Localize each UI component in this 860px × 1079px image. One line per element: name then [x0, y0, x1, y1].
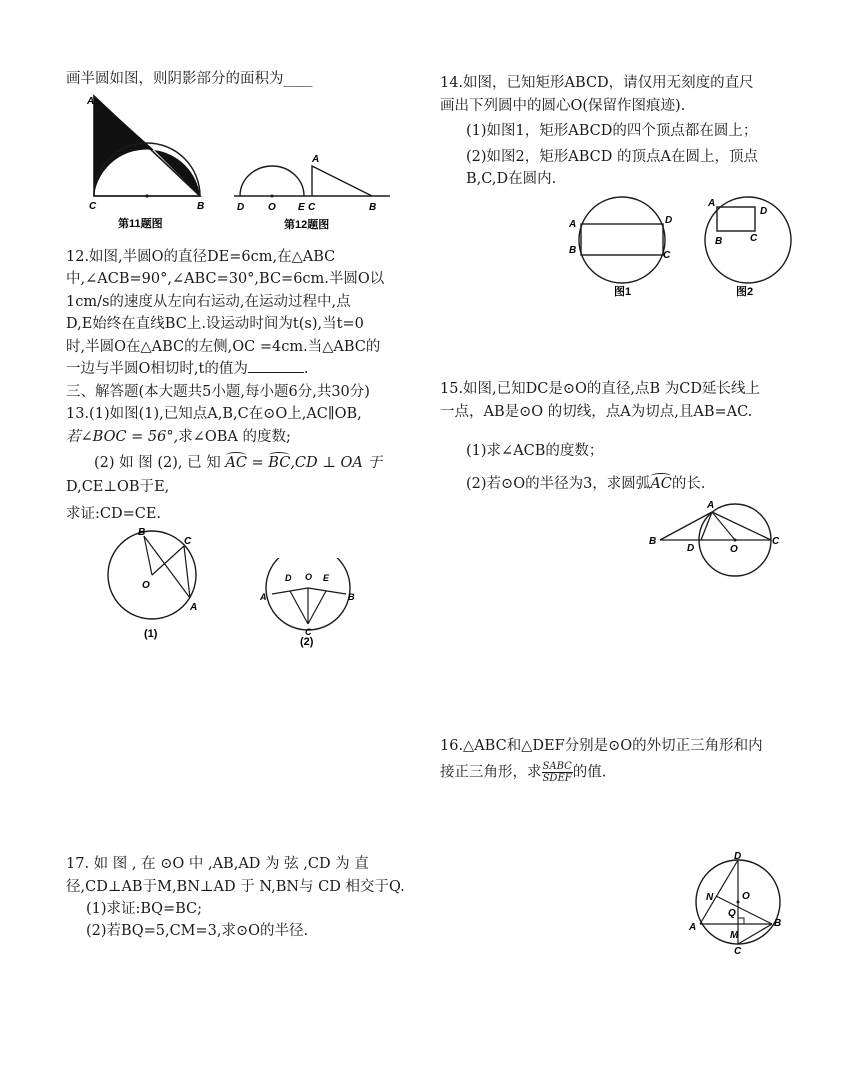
q12-line-6: 一边与半圆O相切时,t的值为 . [66, 361, 309, 377]
fig14b-label-d: D [760, 206, 768, 217]
fig11-caption: 第11题图 [118, 218, 163, 230]
fig15-label-b: B [649, 536, 657, 547]
q13-line-2: 若∠BOC = 56°,求∠OBA 的度数; [66, 429, 291, 445]
fig13a-label-b: B [138, 528, 146, 538]
q14-part-2a: (2)如图2，矩形ABCD 的顶点A在圆上，顶点 [466, 149, 758, 165]
fig13b-caption: (2) [300, 636, 314, 648]
q13-line-1: 13.(1)如图(1),已知点A,B,C在⊙O上,AC∥OB, [66, 406, 362, 422]
fig12-caption: 第12题图 [284, 219, 330, 231]
figure-11 [84, 92, 214, 232]
q12-line-1: 12.如图,半圆O的直径DE=6cm,在△ABC [66, 249, 336, 265]
q14-line-1: 14.如图，已知矩形ABCD，请仅用无刻度的直尺 [440, 75, 754, 91]
fig11-label-b: B [197, 201, 205, 212]
fig15-label-a: A [707, 500, 715, 511]
figure-12 [232, 148, 392, 234]
figure-14-1 [564, 194, 684, 298]
fig17-label-q: Q [728, 908, 736, 919]
fig17-label-d: D [734, 851, 742, 862]
fig14b-label-a: A [708, 198, 716, 209]
fig14a-label-c: C [663, 250, 671, 261]
q14-part-1: (1)如图1，矩形ABCD的四个顶点都在圆上； [466, 123, 758, 139]
q17-part-2: (2)若BQ=5,CM=3,求⊙O的半径. [86, 923, 309, 939]
fig13a-label-o: O [142, 580, 150, 591]
fig17-label-a: A [689, 922, 697, 933]
q11-text: 画半圆如图，则阴影部分的面积为____ [66, 71, 313, 87]
fig12-label-b: B [369, 202, 377, 213]
fig17-label-m: M [730, 930, 739, 941]
fig13b-label-b: B [348, 592, 355, 602]
fig11-label-c: C [89, 201, 97, 212]
fig14a-label-a: A [569, 219, 577, 230]
fig17-label-c: C [734, 946, 742, 954]
figure-17 [686, 848, 786, 954]
q12-line-2: 中,∠ACB=90°,∠ABC=30°,BC=6cm.半圆O以 [66, 271, 385, 287]
fig13b-label-o: O [305, 572, 313, 582]
q15-part-2: (2)若⊙O的半径为3，求圆弧AC的长. [466, 473, 706, 496]
fig13b-label-d: D [285, 573, 292, 583]
fig14b-label-c: C [750, 233, 758, 244]
fig17-label-o: O [742, 891, 750, 902]
q13-line-4: D,CE⊥OB于E, [66, 479, 170, 495]
fig13b-label-e: E [323, 573, 330, 583]
figure-13-1 [100, 528, 210, 640]
fig12-label-c: C [308, 202, 316, 213]
section-3-heading: 三、解答题(本大题共5小题,每小题6分,共30分) [66, 384, 370, 400]
figure-15 [646, 494, 786, 578]
fig14a-caption: 图1 [614, 286, 632, 298]
q12-line-4: D,E始终在直线BC上.设运动时间为t(s),当t=0 [66, 316, 364, 332]
fig11-label-a: A [87, 96, 95, 107]
q12-line-5: 时,半圆O在△ABC的左侧,OC =4cm.当△ABC的 [66, 339, 381, 355]
fig14b-caption: 图2 [736, 286, 754, 298]
q15-part-1: (1)求∠ACB的度数； [466, 443, 604, 459]
fig15-label-c: C [772, 536, 780, 547]
q13-line-3: (2) 如 图 (2), 已 知 AC = BC,CD ⊥ OA 于 [94, 452, 382, 475]
fig14a-label-b: B [569, 245, 577, 256]
fig13b-label-c: C [305, 627, 312, 637]
fig13a-caption: (1) [144, 628, 158, 640]
fig14b-label-b: B [715, 236, 723, 247]
fig12-label-o: O [268, 202, 276, 213]
fig12-label-a: A [312, 154, 320, 165]
fig17-label-n: N [706, 892, 714, 903]
arc-ac: AC [650, 473, 672, 496]
arc-bc: BC [268, 452, 290, 475]
q12-line-3: 1cm/s的速度从左向右运动,在运动过程中,点 [66, 294, 351, 310]
q16-line-2: 接正三角形，求 $\frac{\text{SABC}}{\text{SDEF}}$ 的值. [440, 761, 607, 784]
fig13a-label-c: C [184, 536, 192, 547]
fig13b-label-a: A [260, 592, 267, 602]
fig14a-label-d: D [665, 215, 673, 226]
q14-line-2: 画出下列圆中的圆心O(保留作图痕迹). [440, 98, 686, 114]
fig12-label-d: D [237, 202, 245, 213]
fig15-label-o: O [730, 544, 738, 555]
fig15-label-d: D [687, 543, 695, 554]
arc-ac: AC [225, 452, 247, 475]
q17-part-1: (1)求证:BQ=BC; [86, 901, 203, 917]
fig12-label-e: E [298, 202, 305, 213]
q15-line-1: 15.如图,已知DC是⊙O的直径,点B 为CD延长线上 [440, 381, 761, 397]
figure-14-2 [698, 194, 798, 298]
q17-line-1: 17. 如 图 , 在 ⊙O 中 ,AB,AD 为 弦 ,CD 为 直 [66, 856, 369, 872]
fig13a-label-a: A [190, 602, 198, 613]
q17-line-2: 径,CD⊥AB于M,BN⊥AD 于 N,BN与 CD 相交于Q. [66, 879, 405, 895]
fig17-label-b: B [774, 918, 782, 929]
q14-part-2b: B,C,D在圆内. [466, 171, 557, 187]
q13-line-5: 求证:CD=CE. [66, 506, 162, 522]
q15-line-2: 一点，AB是⊙O 的切线，点A为切点,且AB=AC. [440, 404, 753, 420]
area-ratio-fraction: $\frac{\text{SABC}}{\text{SDEF}}$ [542, 761, 572, 784]
answer-blank [248, 372, 304, 373]
figure-13-2 [260, 558, 360, 648]
q16-line-1: 16.△ABC和△DEF分别是⊙O的外切正三角形和内 [440, 738, 763, 754]
